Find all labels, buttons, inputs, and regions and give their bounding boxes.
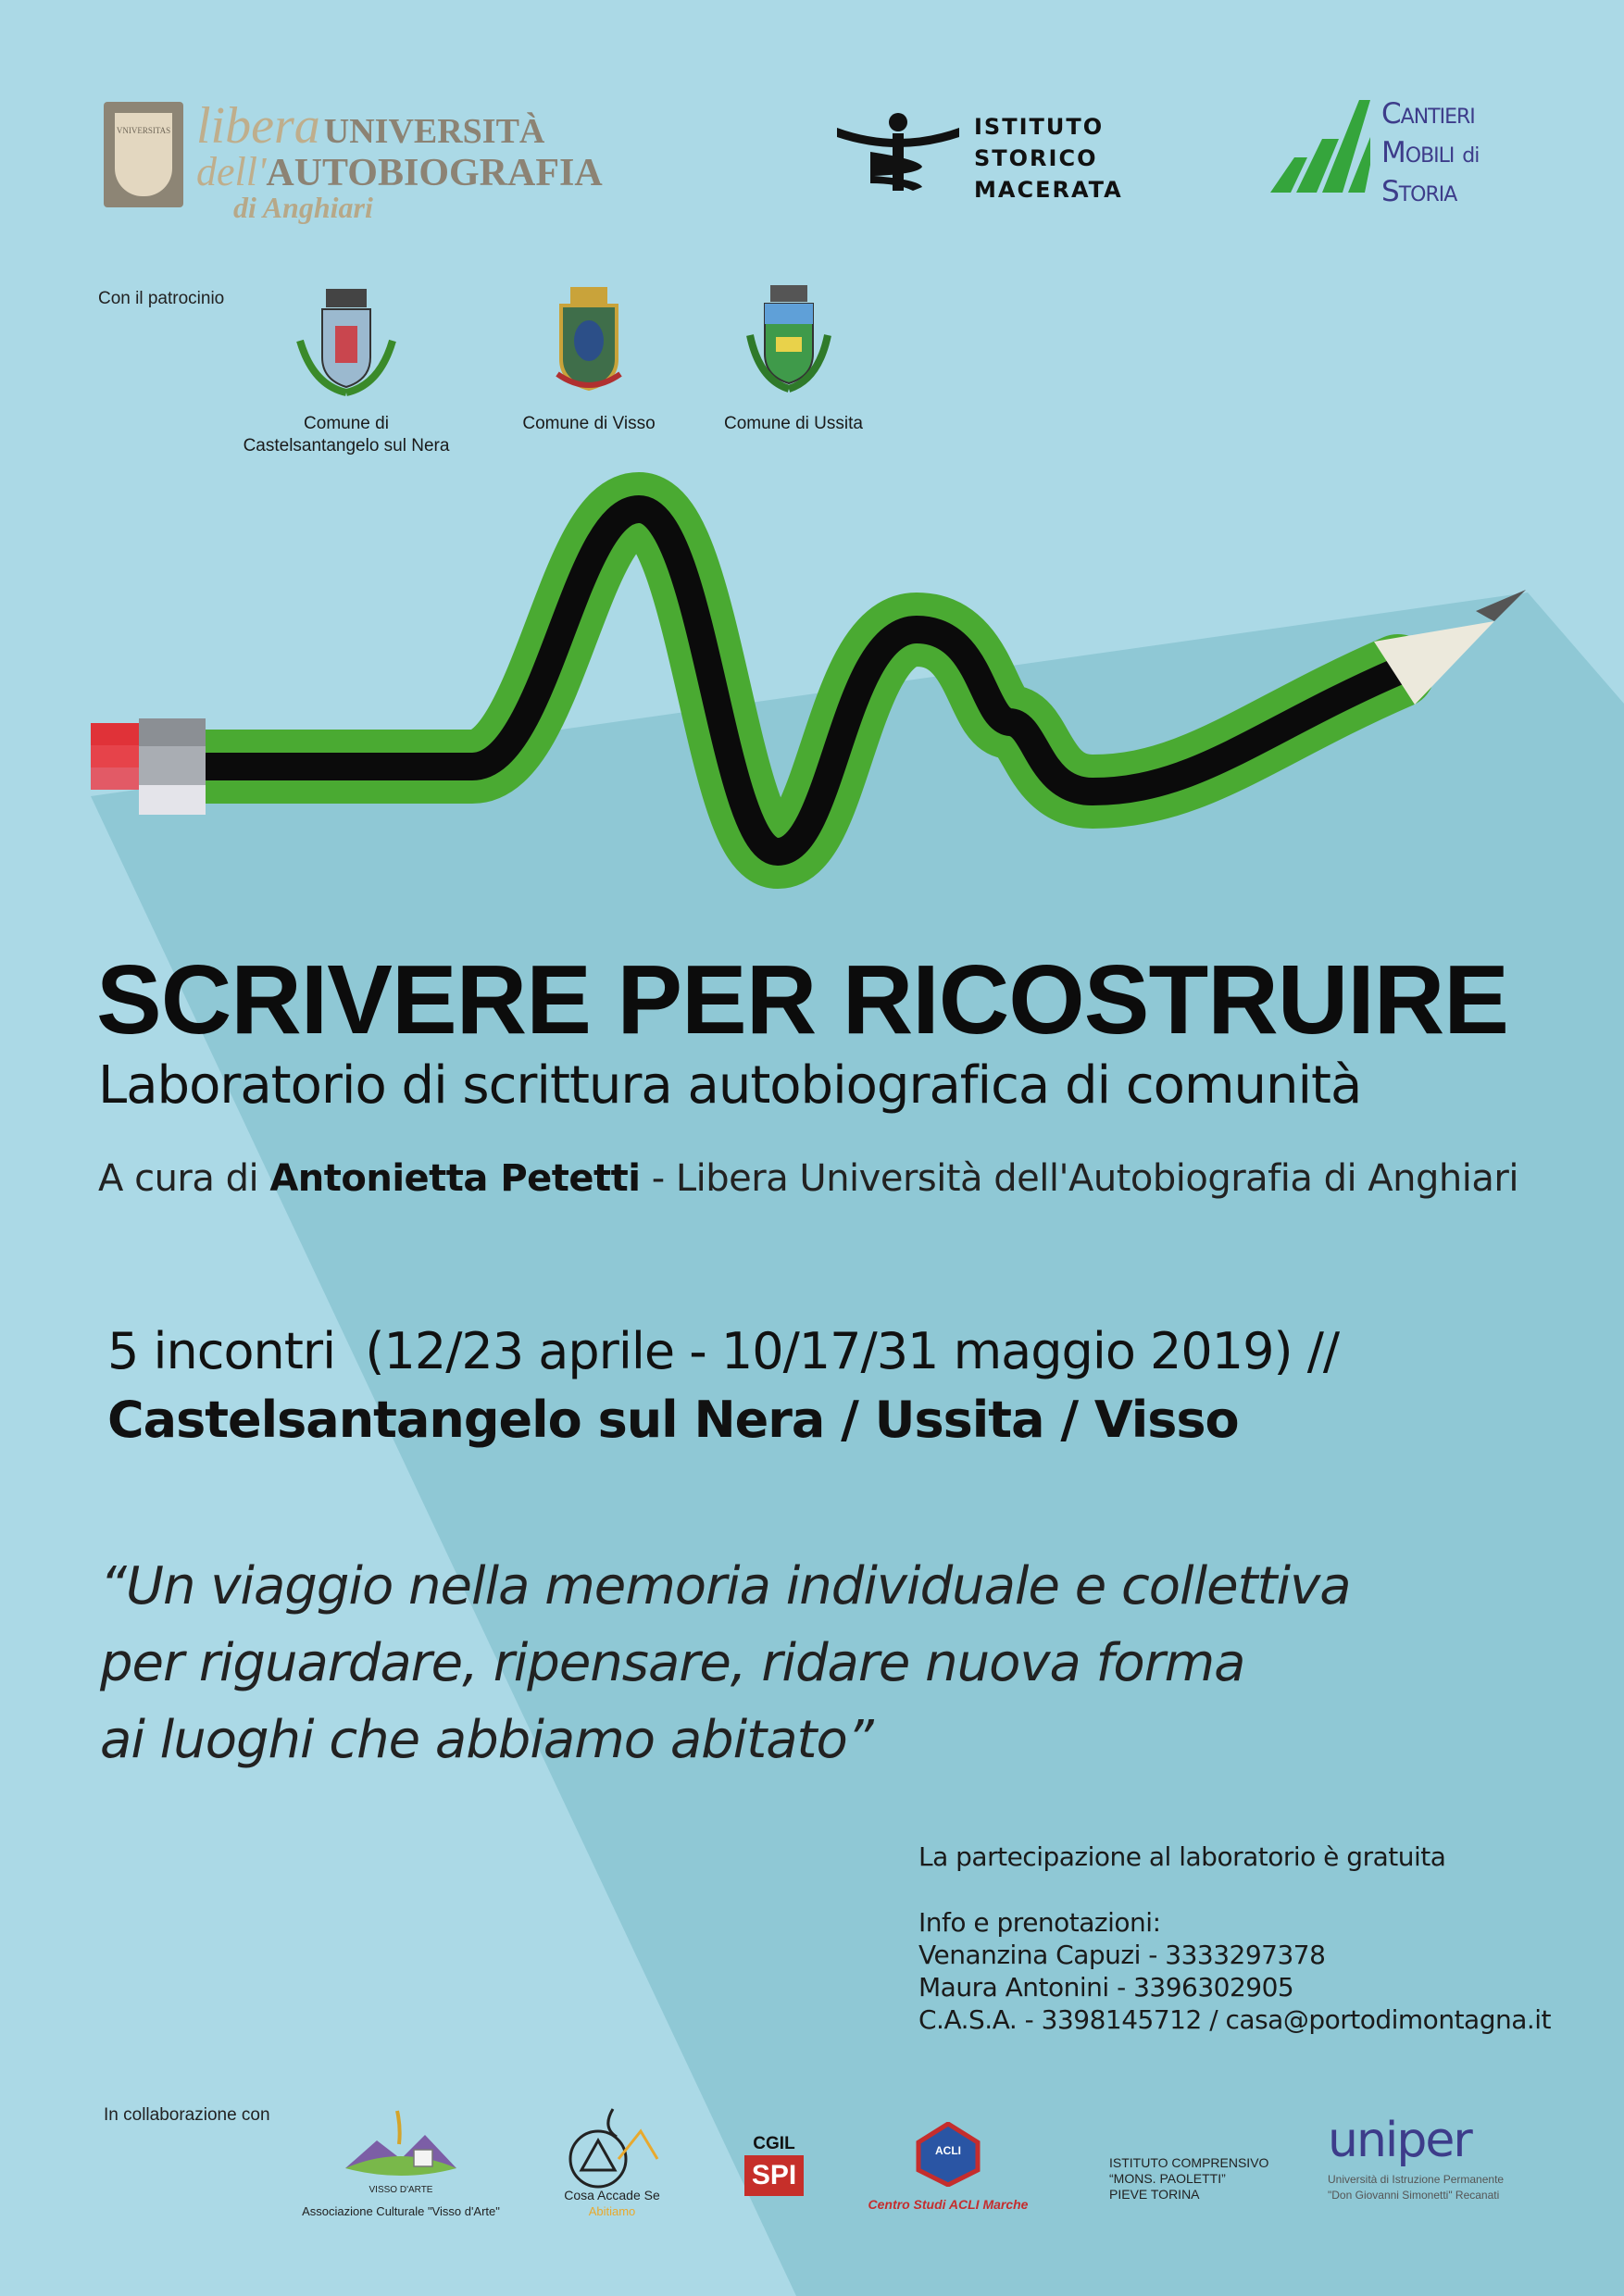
partner-cosa-accade-se	[552, 2100, 672, 2219]
crest-caption-1b: Castelsantangelo sul Nera	[243, 436, 450, 455]
crest-caption-castelsantangelo	[243, 413, 450, 457]
meetings-count: 5 incontri	[107, 1322, 336, 1380]
poster-subtitle: Laboratorio di scrittura autobiografica di comunità	[98, 1055, 1362, 1116]
meeting-places: Castelsantangelo sul Nera / Ussita / Visso	[107, 1391, 1239, 1449]
cms-s-rest: TORIA	[1398, 183, 1457, 206]
partner-istituto-comprensivo	[1109, 2155, 1294, 2202]
info-block	[918, 1841, 1551, 2036]
ussita-crest-icon	[746, 283, 831, 398]
lua-shield-text: VNIVERSITAS	[116, 126, 171, 135]
contact-2: Maura Antonini - 3396302905	[918, 1972, 1294, 2003]
meetings-line	[107, 1322, 1339, 1380]
ism-line3: MACERATA	[974, 177, 1123, 203]
cms-s: S	[1381, 175, 1399, 208]
contact-3: C.A.S.A. - 3398145712 / casa@portodimontagna.it	[918, 2004, 1552, 2035]
crest-caption-visso: Comune di Visso	[522, 414, 656, 433]
curator-prefix: A cura di	[98, 1157, 270, 1200]
visso-crest-icon	[552, 285, 626, 396]
lua-line1-bold: UNIVERSITÀ	[323, 112, 545, 151]
meetings-dates: (12/23 aprile - 10/17/31 maggio 2019) //	[365, 1322, 1340, 1380]
cms-m-rest: OBILI	[1405, 144, 1455, 168]
cosa-accade-se-caption: Cosa Accade Se	[564, 2188, 660, 2202]
ic-line3: PIEVE TORINA	[1109, 2187, 1200, 2202]
poster-title: SCRIVERE PER RICOSTRUIRE	[96, 945, 1509, 1054]
uniper-line2: "Don Giovanni Simonetti" Recanati	[1328, 2189, 1500, 2202]
ism-line2: STORICO	[974, 145, 1098, 171]
cgil-label: CGIL	[753, 2134, 795, 2153]
cms-c-rest: ANTIERI	[1400, 106, 1475, 129]
lua-line1-italic: libera	[196, 97, 320, 155]
contact-1: Venanzina Capuzi - 3333297378	[918, 1940, 1326, 1970]
quote-line-3: ai luoghi che abbiamo abitato”	[100, 1710, 873, 1770]
visso-darte-mountain-icon	[336, 2107, 466, 2183]
uniper-line1: Università di Istruzione Permanente	[1328, 2173, 1505, 2186]
lua-logo-text	[196, 97, 622, 224]
pencil-scribble-illustration	[0, 463, 1624, 907]
info-heading: Info e prenotazioni:	[918, 1907, 1161, 1938]
cosa-accade-se-icon	[561, 2100, 663, 2189]
cms-logo-text	[1381, 96, 1479, 213]
free-participation: La partecipazione al laboratorio è gratuita	[918, 1841, 1446, 1872]
partner-visso-darte	[294, 2107, 507, 2219]
ism-caduceus-icon	[833, 109, 963, 198]
cms-bars-icon	[1270, 100, 1372, 193]
cms-m: M	[1381, 136, 1405, 169]
partner-uniper	[1328, 2113, 1543, 2203]
ism-logo-text	[974, 111, 1123, 206]
acli-mark: ACLI	[935, 2144, 961, 2157]
uniper-mark: uniper	[1328, 2113, 1471, 2168]
cosa-accade-se-caption2: Abitiamo	[588, 2204, 636, 2218]
cms-m-di: di	[1462, 144, 1480, 168]
partner-acli	[865, 2122, 1031, 2213]
quote-block	[100, 1548, 1351, 1778]
cms-c: C	[1381, 97, 1401, 131]
curator-suffix: - Libera Università dell'Autobiografia di Anghiari	[640, 1157, 1518, 1200]
lua-line3: di Anghiari	[233, 191, 373, 224]
curator-name: Antonietta Petetti	[269, 1157, 641, 1200]
lua-shield-logo	[104, 102, 183, 207]
visso-darte-top: VISSO D'ARTE	[369, 2185, 433, 2195]
crest-caption-1a: Comune di	[304, 414, 389, 433]
partner-cgil-spi	[744, 2135, 804, 2196]
patronage-label: Con il patrocinio	[98, 289, 225, 308]
visso-darte-caption: Associazione Culturale "Visso d'Arte"	[302, 2204, 500, 2218]
ism-line1: ISTITUTO	[974, 114, 1105, 140]
ic-line1: ISTITUTO COMPRENSIVO	[1109, 2155, 1269, 2170]
quote-line-1: “Un viaggio nella memoria individuale e collettiva	[100, 1556, 1351, 1616]
spi-mark: SPI	[744, 2155, 804, 2196]
lua-line2-italic: dell'	[196, 149, 267, 194]
collaboration-label: In collaborazione con	[104, 2105, 270, 2125]
quote-line-2: per riguardare, ripensare, ridare nuova forma	[100, 1633, 1245, 1693]
curator-line	[98, 1157, 1518, 1200]
castelsantangelo-crest-icon	[294, 285, 396, 400]
crest-caption-ussita: Comune di Ussita	[724, 414, 863, 433]
lua-line2-bold: AUTOBIOGRAFIA	[266, 152, 603, 194]
ic-line2: “MONS. PAOLETTI”	[1109, 2171, 1226, 2186]
acli-caption: Centro Studi ACLI Marche	[868, 2197, 1029, 2212]
